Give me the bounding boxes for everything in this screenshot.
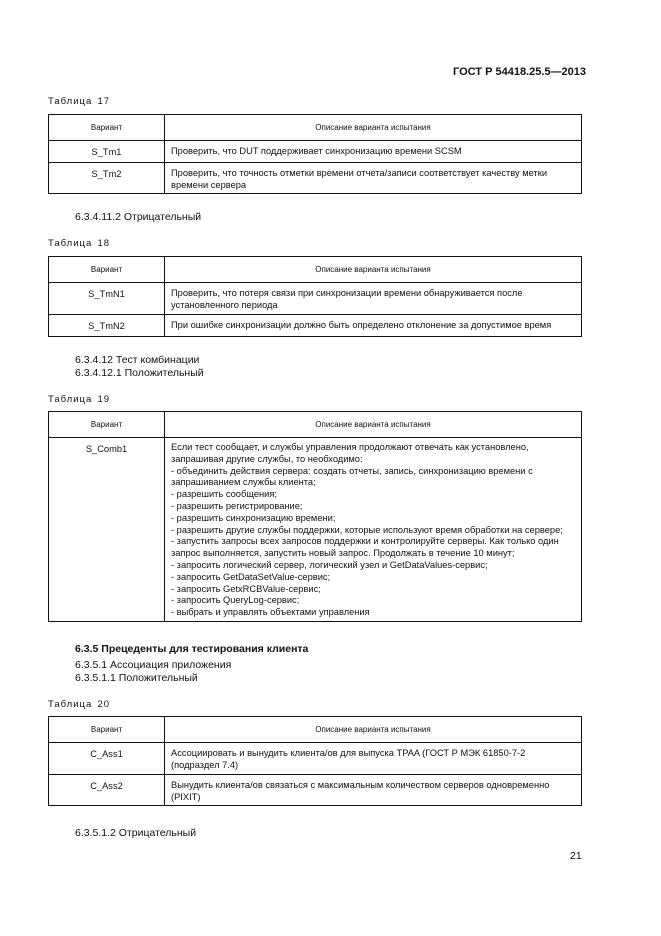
variant-header: Вариант [49, 717, 165, 743]
section-heading: 6.3.5 Прецеденты для тестирования клиента [75, 643, 309, 655]
description-line: - запросить GetxRCBValue-сервис; [171, 583, 321, 594]
table-row [49, 438, 582, 622]
description-header: Описание варианта испытания [165, 115, 582, 141]
description-line: - запустить запросы всех запросов поддержки и контролируйте серверы. Как только один запрос выполняется, запустить новый запрос. Продолжать в течение 10 минут; [171, 536, 559, 559]
table-18-caption [48, 238, 110, 249]
description-cell: Проверить, что DUT поддерживает синхронизацию времени SCSM [165, 141, 582, 163]
variant-header: Вариант [49, 115, 165, 141]
description-cell: Вынудить клиента/ов связаться с максимальным количеством серверов одновременно (PIXIT) [165, 775, 582, 806]
description-line: - разрешить сообщения; [171, 489, 277, 500]
table-19-caption [48, 394, 110, 405]
table-row [49, 283, 582, 315]
section-heading: 6.3.4.11.2 Отрицательный [75, 211, 202, 223]
page-number: 21 [570, 850, 582, 862]
table-header-row [49, 115, 582, 141]
variant-cell: S_Comb1 [49, 438, 165, 622]
table-row [49, 141, 582, 163]
table-row [49, 743, 582, 775]
variant-cell: S_TmN1 [49, 283, 165, 315]
description-line: - запросить QueryLog-сервис; [171, 595, 300, 606]
table-row [49, 775, 582, 806]
variant-cell: S_TmN2 [49, 315, 165, 337]
description-line: Если тест сообщает, и службы управления продолжают отвечать как установлено, запрашивая другие службы, то необходимо: [171, 442, 529, 464]
section-heading: 6.3.4.12 Тест комбинации [75, 354, 200, 366]
section-heading: 6.3.5.1 Ассоциация приложения [75, 659, 232, 671]
variant-cell: C_Ass2 [49, 775, 165, 806]
caption-word: Таблица [48, 238, 93, 249]
table-header-row [49, 257, 582, 283]
table-19 [48, 411, 582, 622]
table-row [49, 315, 582, 337]
table-row [49, 163, 582, 194]
description-line: - разрешить синхронизацию времени; [171, 512, 336, 523]
table-header-row [49, 717, 582, 743]
caption-number: 18 [97, 238, 111, 249]
table-20-caption [48, 699, 110, 710]
description-cell [165, 438, 582, 622]
description-line: - запросить логический сервер, логический узел и GetDataValues-сервис; [171, 559, 488, 570]
section-heading: 6.3.5.1.2 Отрицательный [75, 827, 197, 839]
table-17-caption [48, 96, 110, 107]
description-header: Описание варианта испытания [165, 717, 582, 743]
description-line: - запросить GetDataSetValue-сервис; [171, 571, 331, 582]
section-heading: 6.3.5.1.1 Положительный [75, 672, 198, 684]
caption-word: Таблица [48, 394, 93, 405]
description-header: Описание варианта испытания [165, 257, 582, 283]
description-line: - выбрать и управлять объектами управления [171, 607, 370, 618]
caption-number: 17 [97, 96, 111, 107]
variant-cell: S_Tm1 [49, 141, 165, 163]
table-header-row [49, 412, 582, 438]
table-18 [48, 256, 582, 337]
description-cell: Проверить, что точность отметки времени отчета/записи соответствует качеству метки времени сервера [165, 163, 582, 194]
description-cell: При ошибке синхронизации должно быть определено отклонение за допустимое время [165, 315, 582, 337]
description-line: - разрешить регистрирование; [171, 500, 303, 511]
caption-number: 20 [97, 699, 111, 710]
variant-cell: C_Ass1 [49, 743, 165, 775]
variant-header: Вариант [49, 412, 165, 438]
description-cell: Ассоциировать и вынудить клиента/ов для выпуска TPAA (ГОСТ Р МЭК 61850-7-2 (подраздел 7.4) [165, 743, 582, 775]
variant-cell: S_Tm2 [49, 163, 165, 194]
variant-header: Вариант [49, 257, 165, 283]
description-line: - разрешить другие службы поддержки, которые используют время обработки на сервере; [171, 524, 563, 535]
description-cell: Проверить, что потеря связи при синхронизации времени обнаруживается после установленного периода [165, 283, 582, 315]
table-17 [48, 114, 582, 194]
section-heading: 6.3.4.12.1 Положительный [75, 367, 204, 379]
description-line: - объединить действия сервера: создать отчеты, запись, синхронизацию времени с запрашиванием службы клиента; [171, 465, 533, 488]
caption-number: 19 [97, 394, 111, 405]
caption-word: Таблица [48, 96, 93, 107]
caption-word: Таблица [48, 699, 93, 710]
description-header: Описание варианта испытания [165, 412, 582, 438]
standard-designation: ГОСТ Р 54418.25.5—2013 [452, 66, 586, 78]
table-20 [48, 716, 582, 806]
